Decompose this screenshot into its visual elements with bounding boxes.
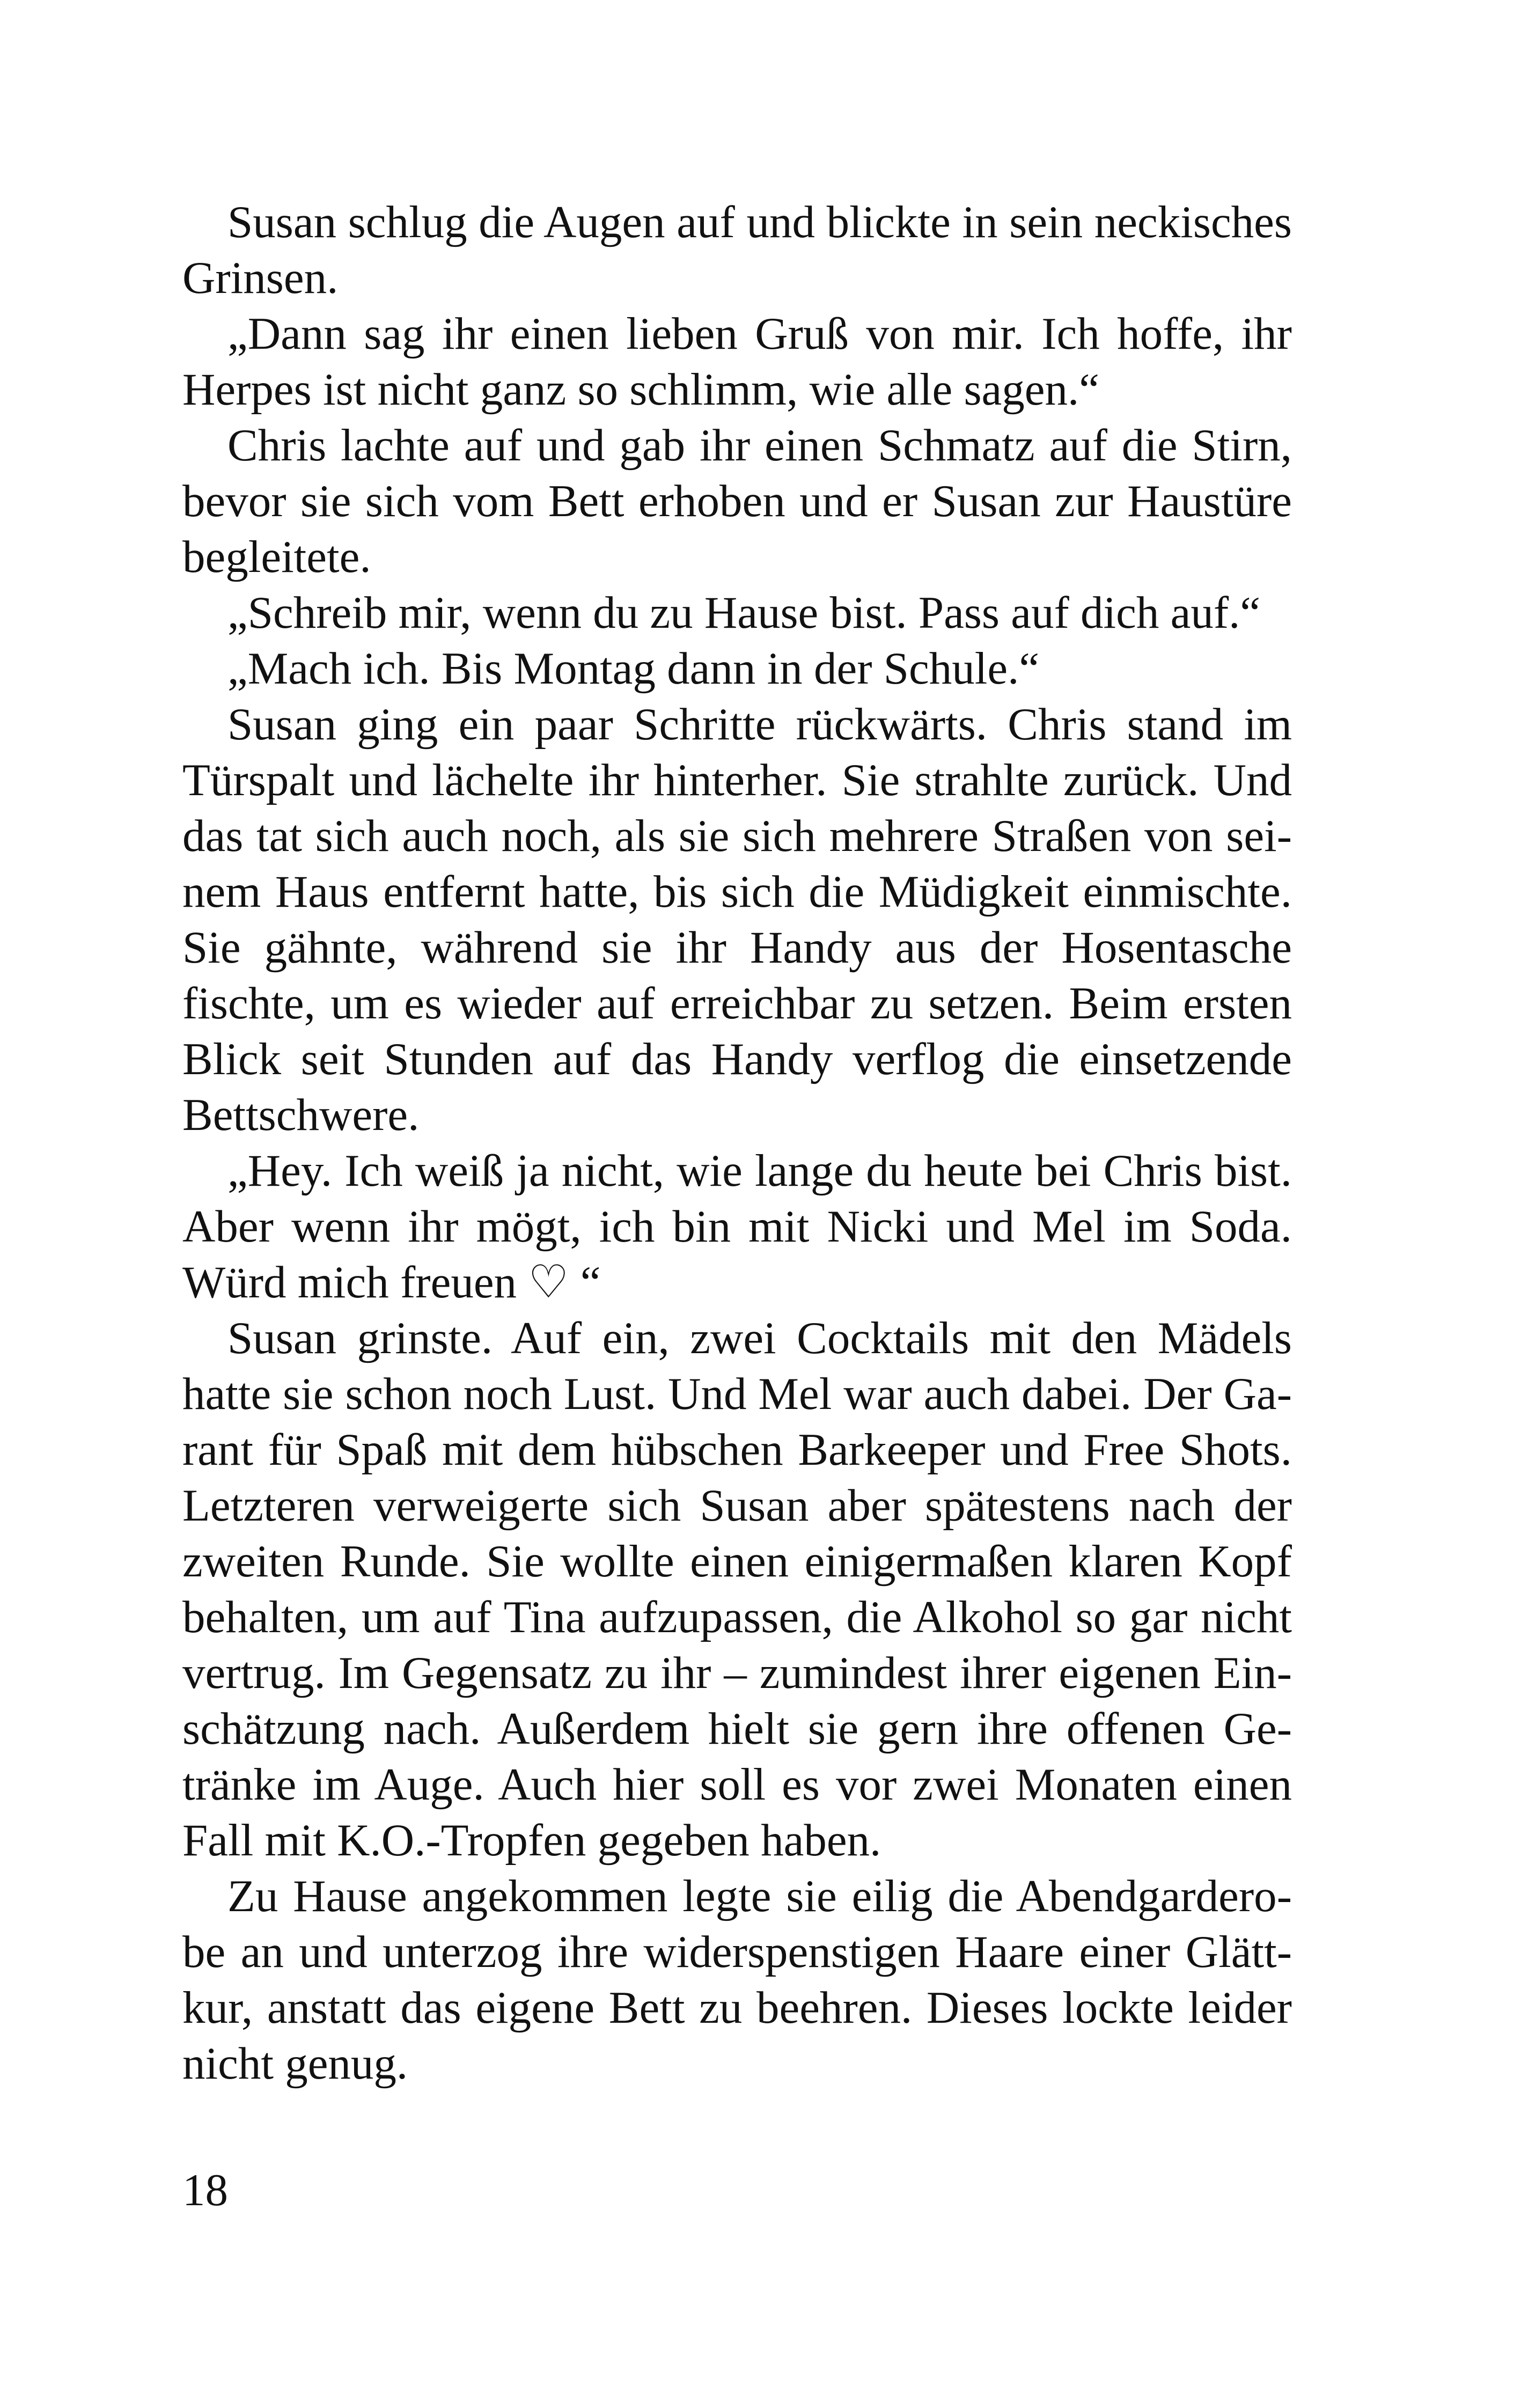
paragraph-5: „Mach ich. Bis Montag dann in der Schule.“ [227,643,1040,694]
paragraph-2: „Dann sag ihr einen lieben Gruß von mir. Ich hoffe, ihr Herpes ist nicht ganz so schlimm, wie alle sagen.“ [182,309,1292,415]
paragraph-7: „Hey. Ich weiß ja nicht, wie lange du heute bei Chris bist. Aber wenn ihr mögt, ich bin mit Nicki und Mel im Soda. Würd mich freuen ♡ “ [182,1146,1292,1308]
paragraph-1: Susan schlug die Augen auf und blickte in sein neckisches Grinsen. [182,197,1292,303]
page-number: 18 [182,2165,228,2215]
paragraph-8: Susan grinste. Auf ein, zwei Cocktails mit den Mädels hatte sie schon noch Lust. Und Mel war auch dabei. Der Garant für Spaß mit dem hübschen Barkeeper und Free Shots. Letzteren verweigerte sich Susan aber spätestens nach der zweiten Runde. Sie wollte einen einigermaßen klaren Kopf behalten, um auf Tina aufzupassen, die Alkohol so gar nicht vertrug. Im Gegensatz zu ihr – zumindest ihrer eigenen Einschätzung nach. Außerdem hielt sie gern ihre offenen Getränke im Auge. Auch hier soll es vor zwei Monaten einen Fall mit K.O.-Tropfen gegeben haben. [182,1313,1292,1866]
paragraph-6: Susan ging ein paar Schritte rückwärts. Chris stand im Türspalt und lächelte ihr hinterher. Sie strahlte zurück. Und das tat sich auch noch, als sie sich mehrere Straßen von seinem Haus entfernt hatte, bis sich die Müdigkeit einmischte. Sie gähnte, während sie ihr Handy aus der Hosentasche fischte, um es wieder auf erreichbar zu setzen. Beim ersten Blick seit Stunden auf das Handy verflog die einsetzende Bettschwere. [182,699,1292,1140]
paragraph-9: Zu Hause angekommen legte sie eilig die Abendgarderobe an und unterzog ihre widerspenstigen Haare einer Glättkur, anstatt das eigene Bett zu beehren. Dieses lockte leider nicht genug. [182,1871,1292,2089]
paragraph-3: Chris lachte auf und gab ihr einen Schmatz auf die Stirn, bevor sie sich vom Bett erhoben und er Susan zur Haustüre begleitete. [182,420,1292,582]
paragraph-4: „Schreib mir, wenn du zu Hause bist. Pass auf dich auf.“ [227,588,1261,638]
body-text [182,194,1292,2091]
